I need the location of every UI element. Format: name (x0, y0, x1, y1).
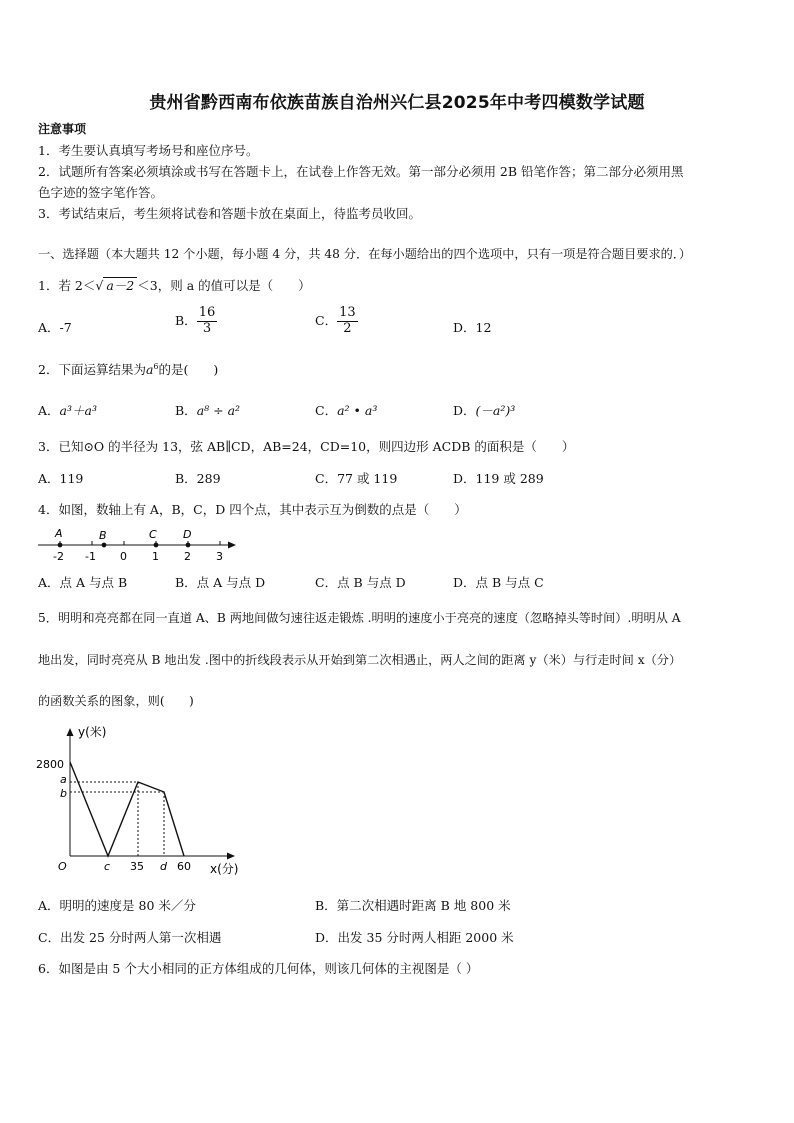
sqrt-symbol: √ (95, 278, 104, 293)
option-label: D． (453, 403, 476, 418)
q2-option-d (453, 401, 515, 419)
q2-exponent: 6 (153, 361, 159, 371)
notice-item: 1．考生要认真填写考场号和座位序号。 (38, 143, 259, 158)
q4-option-c: C．点 B 与点 D (315, 575, 406, 590)
page-title: 贵州省黔西南布依族苗族自治州兴仁县2025年中考四模数学试题 (149, 93, 645, 113)
arrow-head (228, 542, 236, 549)
tick-label: -2 (53, 550, 64, 563)
notice-item: 3．考试结束后，考生须将试卷和答题卡放在桌面上，待监考员收回。 (38, 206, 421, 221)
fraction (197, 306, 218, 337)
q5-option-c: C．出发 25 分时两人第一次相遇 (38, 930, 222, 945)
origin-label: O (58, 860, 67, 873)
q1-option-b (175, 306, 217, 337)
q2-option-a (38, 401, 97, 419)
q5-option-b: B．第二次相遇时距离 B 地 800 米 (315, 898, 511, 913)
x-label-60: 60 (177, 860, 191, 873)
point-label: D (183, 528, 192, 541)
y-label-a: a (60, 773, 67, 786)
question-6-stem: 6．如图是由 5 个大小相同的正方体组成的几何体，则该几何体的主视图是（ ） (38, 961, 479, 976)
distance-time-graph (34, 720, 254, 880)
option-label: B． (175, 403, 197, 418)
tick-label: -1 (85, 550, 96, 563)
y-axis-label: y(米) (78, 725, 107, 739)
distance-polyline (70, 762, 184, 856)
q2-stem-prefix: 2．下面运算结果为 (38, 362, 146, 377)
y-axis-arrow (67, 728, 74, 736)
x-label-d: d (160, 860, 167, 873)
number-line-figure (36, 524, 246, 564)
question-3-stem: 3．已知⊙O 的半径为 13，弦 AB∥CD，AB=24，CD=10，则四边形 ACDB 的面积是（ ） (38, 439, 575, 454)
fraction (337, 306, 358, 337)
q2-stem-suffix: 的是( ) (158, 362, 219, 377)
question-5-stem-line: 5．明明和亮亮都在同一直道 A、B 两地间做匀速往返走锻炼 .明明的速度小于亮亮的速度（忽略掉头等时间）.明明从 A (38, 611, 681, 625)
option-expr: (－a²)³ (475, 403, 516, 418)
q1-stem-prefix: 1．若 2＜ (38, 278, 96, 293)
denominator: 3 (202, 320, 212, 336)
q1-stem-suffix: ＜3，则 a 的值可以是（ ） (137, 278, 311, 293)
point-d (186, 543, 191, 548)
q3-option-c: C．77 或 119 (315, 471, 398, 486)
point-b (102, 543, 107, 548)
tick-label: 0 (120, 550, 127, 563)
tick-label: 2 (184, 550, 191, 563)
q1-option-c (315, 306, 358, 337)
q4-option-d: D．点 B 与点 C (453, 575, 544, 590)
option-label: A． (38, 403, 60, 418)
point-c (154, 543, 159, 548)
q5-option-d: D．出发 35 分时两人相距 2000 米 (315, 930, 514, 945)
q3-option-d: D．119 或 289 (453, 471, 544, 486)
option-expr: a² • a³ (337, 403, 378, 418)
option-label: C． (315, 403, 338, 418)
q5-option-a: A．明明的速度是 80 米／分 (38, 898, 196, 913)
option-label: B． (175, 312, 197, 328)
option-expr: a³＋a³ (59, 403, 97, 418)
x-axis-label: x(分) (210, 862, 239, 876)
q4-option-a: A．点 A 与点 B (38, 575, 128, 590)
question-1-stem (38, 276, 311, 294)
q4-option-b: B．点 A 与点 D (175, 575, 266, 590)
q2-var: a (145, 362, 154, 377)
point-label: A (55, 527, 63, 540)
q1-radicand: a－2 (103, 277, 137, 293)
x-axis-arrow (227, 853, 235, 860)
notice-item: 色字迹的签字笔作答。 (38, 185, 164, 200)
point-a (58, 543, 63, 548)
notice-item: 2．试题所有答案必须填涂或书写在答题卡上，在试卷上作答无效。第一部分必须用 2B 铅笔作答；第二部分必须用黑 (38, 164, 684, 179)
q3-option-a: A．119 (38, 471, 84, 486)
y-label-2800: 2800 (36, 758, 64, 771)
notice-heading: 注意事项 (38, 122, 87, 136)
question-5-stem-line: 的函数关系的图象，则( ) (38, 694, 194, 708)
q2-option-b (175, 401, 240, 419)
question-4-stem: 4．如图，数轴上有 A，B，C，D 四个点，其中表示互为倒数的点是（ ） (38, 502, 467, 517)
point-label: B (99, 529, 107, 542)
x-label-c: c (104, 860, 111, 873)
tick-label: 3 (216, 550, 223, 563)
option-expr: a⁸ ÷ a² (196, 403, 241, 418)
numerator: 13 (339, 305, 356, 320)
q1-option-a: A．-7 (38, 320, 72, 335)
question-2-stem (38, 360, 218, 378)
ticks (60, 541, 220, 545)
numerator: 16 (198, 305, 216, 320)
denominator: 2 (343, 320, 352, 336)
x-label-35: 35 (130, 860, 144, 873)
section-heading: 一、选择题（本大题共 12 个小题，每小题 4 分，共 48 分．在每小题给出的四个选项中，只有一项是符合题目要求的．） (38, 247, 692, 261)
point-label: C (149, 528, 157, 541)
option-label: C． (315, 312, 338, 328)
q2-option-c (315, 401, 377, 419)
q3-option-b: B．289 (175, 471, 221, 486)
y-label-b: b (60, 787, 67, 800)
q1-option-d: D．12 (453, 320, 492, 335)
tick-label: 1 (152, 550, 159, 563)
question-5-stem-line: 地出发，同时亮亮从 B 地出发 .图中的折线段表示从开始到第二次相遇止，两人之间的距离 y（米）与行走时间 x（分） (38, 653, 682, 667)
